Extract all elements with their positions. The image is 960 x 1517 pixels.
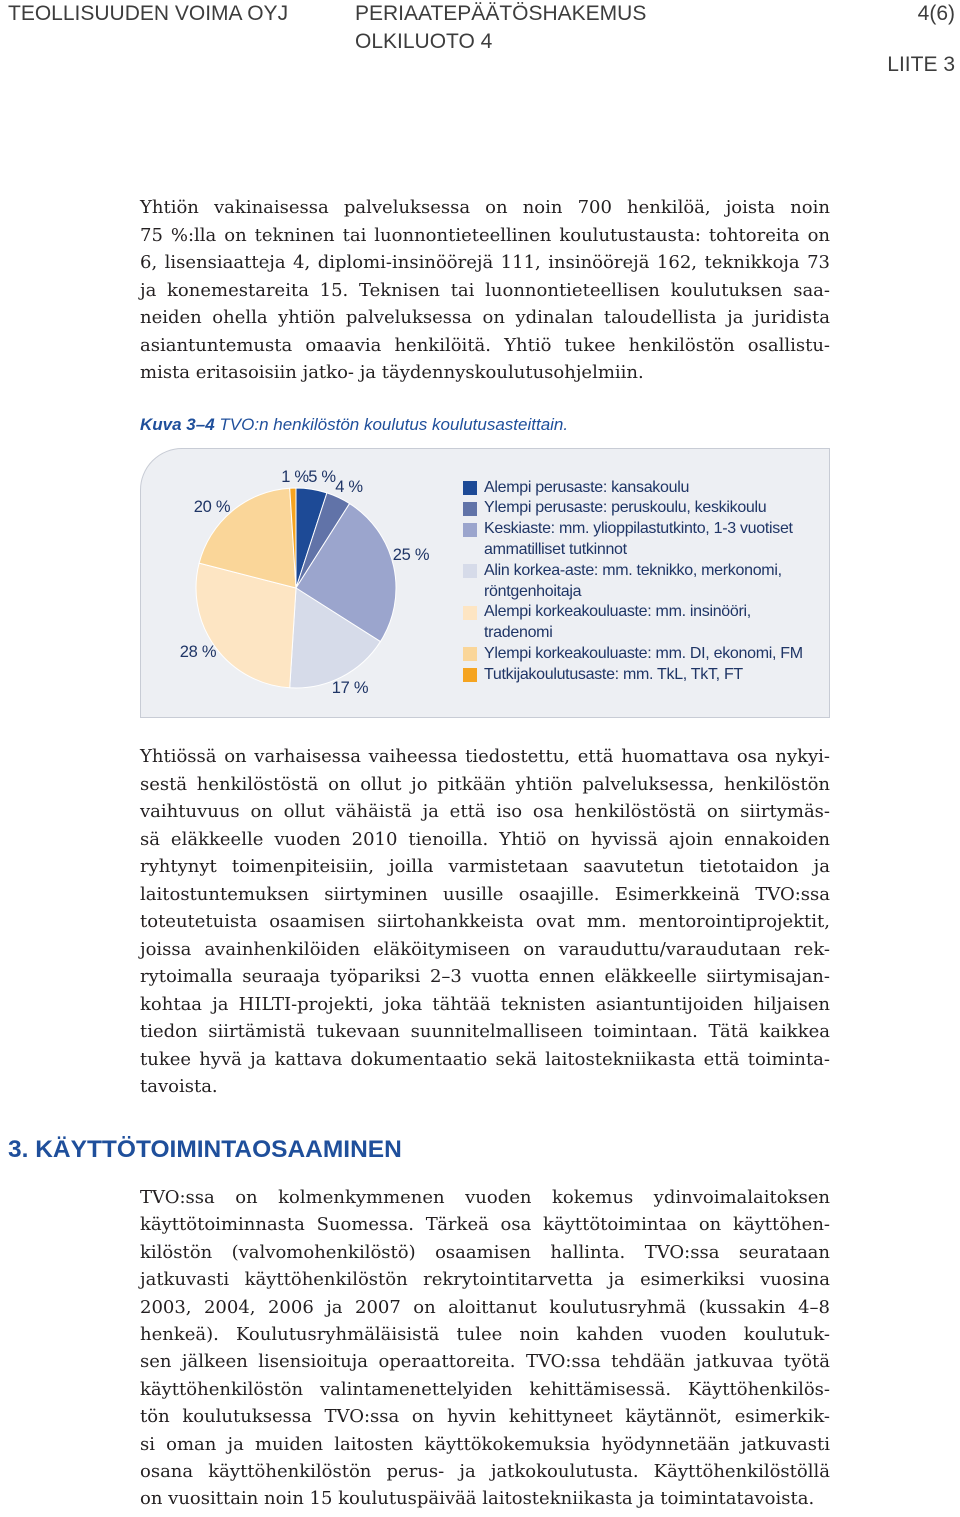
legend-label: Alin korkea-aste: mm. teknikko, merkonomi, <box>484 561 782 579</box>
figure-caption-text: TVO:n henkilöstön koulutus koulutusasteittain. <box>219 415 569 434</box>
text-line: TVO:ssa on kolmenkymmenen vuoden kokemus ydinvoimalaitoksen <box>140 1187 830 1208</box>
legend-item-alempi-korkeakouluaste <box>463 602 803 644</box>
text-line: kilöstön (valvomohenkilöstö) osaamisen hallinta. TVO:ssa seurataan <box>140 1241 830 1263</box>
pie-data-label-alempi-korkeakouluaste: 28 % <box>179 643 217 661</box>
text-line: kohtaa ja HILTI-projekti, joka tähtää teknisten asiantuntijoiden hiljaisen <box>140 993 830 1015</box>
legend-swatch <box>463 481 477 495</box>
text-line: tukee hyvä ja kattava dokumentaatio sekä laitostekniikasta että toiminta- <box>140 1048 830 1070</box>
figure-caption-label: Kuva 3–4 <box>140 415 215 434</box>
legend-label: Ylempi perusaste: peruskoulu, keskikoulu <box>484 499 767 517</box>
paragraph-staff-overview <box>140 194 830 387</box>
text-line: 2003, 2004, 2006 ja 2007 on aloittanut koulutusryhmä (kussakin 4–8 <box>140 1296 830 1318</box>
text-line: Yhtiössä on varhaisessa vaiheessa tiedostettu, että huomattava osa nykyi- <box>140 746 830 767</box>
text-line: vaihtuvuus on ollut vähäistä ja että iso osa henkilöstöstä on siirtymäs- <box>140 801 830 822</box>
text-line: neiden ohella yhtiön palveluksessa on ydinalan taloudellista ja juridista <box>140 307 830 328</box>
legend-swatch <box>463 564 477 578</box>
legend-swatch <box>463 606 477 620</box>
text-line: henkeä). Koulutusryhmäläisistä tulee noin kahden vuoden koulutuk- <box>140 1323 830 1345</box>
legend-swatch <box>463 668 477 682</box>
legend-item-alempi-perusaste <box>463 478 803 499</box>
legend-item-alin-korkea-aste <box>463 561 803 603</box>
pie-data-label-ylempi-perusaste: 4 % <box>335 478 363 496</box>
text-line: ja konemestareita 15. Teknisen tai luonnontieteellisen koulutuksen saa- <box>140 279 830 301</box>
text-line: osana käyttöhenkilöstön perus- ja jatkokoulutusta. Käyttöhenkilöstöllä <box>140 1460 830 1482</box>
text-line: tön koulutuksessa TVO:ssa on hyvin kehittyneet käytännöt, esimerkik- <box>140 1406 830 1428</box>
legend-swatch <box>463 647 477 661</box>
legend-item-tutkijakoulutusaste <box>463 665 803 686</box>
text-line: sä eläkkeelle vuoden 2010 tienoilla. Yhtiö on hyvissä ajoin ennakoiden <box>140 828 830 850</box>
text-line: käyttötoiminnasta Suomessa. Tärkeä osa käyttötoimintaa on käyttöhen- <box>140 1214 830 1236</box>
text-line: 6, lisensiaatteja 4, diplomi-insinöörejä 111, insinöörejä 162, teknikkoja 73 <box>140 252 830 273</box>
text-line: laitostuntemuksen siirtyminen uusille osaajille. Esimerkkeinä TVO:ssa <box>140 883 830 905</box>
section-heading: 3. KÄYTTÖTOIMINTAOSAAMINEN <box>8 1136 402 1163</box>
text-line: joissa avainhenkilöiden eläköitymiseen on varauduttu/varaudutaan rek- <box>140 938 830 960</box>
text-line: ryhtynyt toimenpiteisiin, joilla varmistetaan saavutetun tietotaidon ja <box>140 856 830 877</box>
legend-item-ylempi-korkeakouluaste <box>463 644 803 665</box>
chart-legend <box>463 478 803 686</box>
text-line: mista eritasoisiin jatko- ja täydennyskoulutusohjelmiin. <box>140 362 644 383</box>
text-line: tavoista. <box>140 1076 218 1097</box>
text-line: toteutetuista osaamisen siirtohankkeista ovat mm. mentorointiprojektit, <box>140 911 830 932</box>
text-line: jatkuvasti käyttöhenkilöstön rekrytointitarvetta ja esimerkiksi vuosina <box>140 1269 830 1291</box>
legend-label: röntgenhoitaja <box>484 582 582 600</box>
pie-data-label-alempi-perusaste: 5 % <box>308 468 336 486</box>
legend-label: ammatilliset tutkinnot <box>484 540 627 558</box>
text-line: sen jälkeen lisensioituja operaattoreita. TVO:ssa tehdään jatkuvaa työtä <box>140 1351 830 1373</box>
text-line: tiedon siirtämistä tukevaan suunnitelmalliseen toimintaan. Tätä kaikkea <box>140 1021 830 1042</box>
paragraph-operations-expertise <box>140 1184 830 1513</box>
text-line: Yhtiön vakinaisessa palveluksessa on noin 700 henkilöä, joista noin <box>140 197 830 218</box>
figure-caption <box>140 413 568 437</box>
pie-data-label-alin-korkea-aste: 17 % <box>331 679 369 697</box>
pie-data-label-ylempi-korkeakouluaste: 20 % <box>193 498 231 516</box>
text-line: käyttöhenkilöstön valintamenettelyiden kehittämisessä. Käyttöhenkilös- <box>140 1378 830 1400</box>
legend-item-keskiaste <box>463 519 803 561</box>
header-document-subject: OLKILUOTO 4 <box>355 30 493 53</box>
text-line: 75 %:lla on tekninen tai luonnontieteellinen koulutustausta: tohtoreita on <box>140 224 830 246</box>
text-line: rytoimalla seuraaja työpariksi 2–3 vuotta ennen eläkkeelle siirtymisajan- <box>140 966 830 987</box>
text-line: sestä henkilöstöstä on ollut jo pitkään yhtiön palveluksessa, henkilöstön <box>140 773 830 795</box>
pie-data-label-keskiaste: 25 % <box>392 546 430 564</box>
header-company: TEOLLISUUDEN VOIMA OYJ <box>8 2 289 25</box>
legend-label: Alempi korkeakouluaste: mm. insinööri, <box>484 603 751 621</box>
text-line: asiantuntemusta omaavia henkilöitä. Yhtiö tukee henkilöstön osallistu- <box>140 334 830 356</box>
paragraph-knowledge-transfer <box>140 743 830 1101</box>
legend-label: Alempi perusaste: kansakoulu <box>484 478 690 496</box>
legend-swatch <box>463 523 477 537</box>
legend-label: tradenomi <box>484 624 553 642</box>
header-attachment: LIITE 3 <box>887 53 955 76</box>
legend-label: Keskiaste: mm. ylioppilastutkinto, 1-3 vuotiset <box>484 520 793 538</box>
pie-data-label-tutkijakoulutusaste: 1 % <box>281 468 309 486</box>
header-document-type: PERIAATEPÄÄTÖSHAKEMUS <box>355 2 647 25</box>
header-page-number: 4(6) <box>917 2 955 25</box>
legend-swatch <box>463 502 477 516</box>
legend-item-ylempi-perusaste <box>463 498 803 519</box>
legend-label: Tutkijakoulutusaste: mm. TkL, TkT, FT <box>484 665 743 683</box>
text-line: on vuosittain noin 15 koulutuspäivää laitostekniikasta ja toimintatavoista. <box>140 1488 815 1510</box>
legend-label: Ylempi korkeakouluaste: mm. DI, ekonomi, FM <box>484 644 803 662</box>
text-line: si oman ja muiden laitosten käyttökokemuksia hyödynnetään jatkuvasti <box>140 1433 830 1455</box>
pie-slices <box>193 488 396 688</box>
